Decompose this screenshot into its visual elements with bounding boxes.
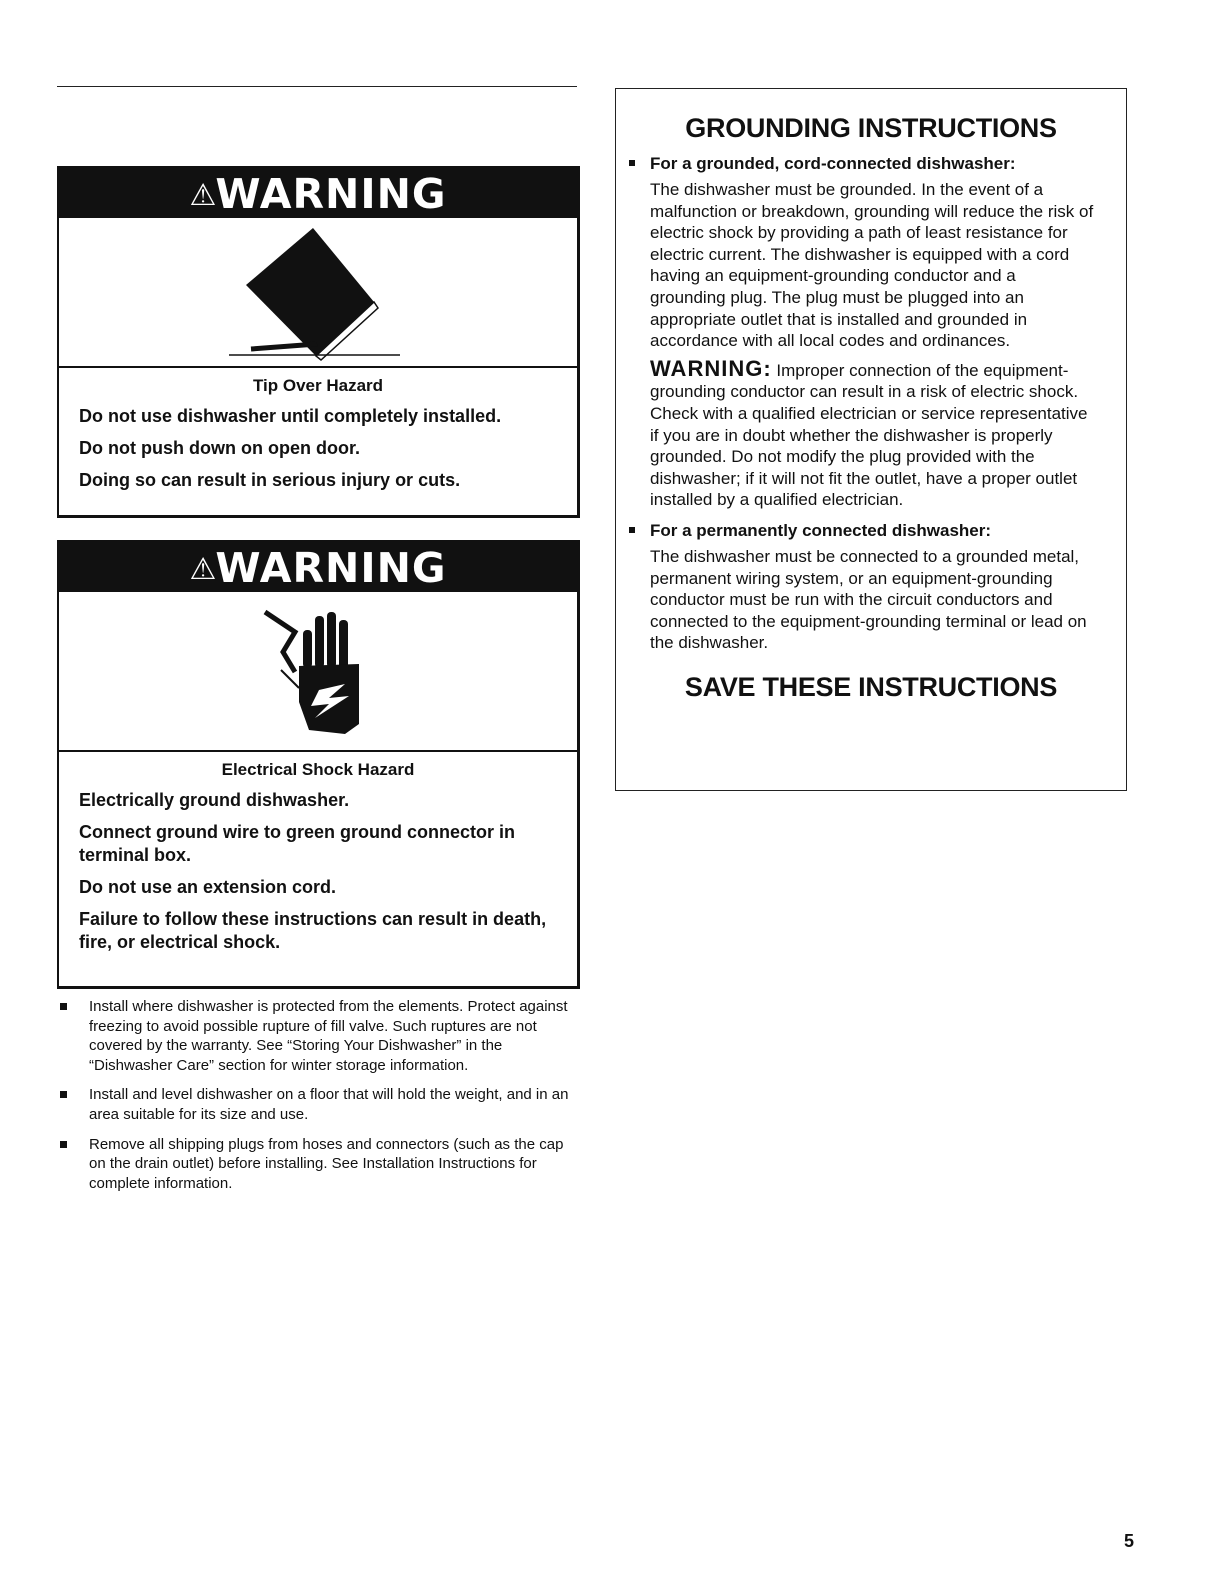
warning-header [59,542,577,592]
warning-line: Doing so can result in serious injury or cuts. [79,470,461,490]
warning-line: Do not push down on open door. [79,438,360,458]
warning-line: Do not use dishwasher until completely installed. [79,406,502,426]
save-instructions-title: SAVE THESE INSTRUCTIONS [684,671,1058,702]
warning-line: Do not use an extension cord. [79,877,337,897]
grounding-title: GROUNDING INSTRUCTIONS [685,113,1057,143]
warning-line: Connect ground wire to green ground connector in terminal box. [79,822,515,865]
warning-header-label: WARNING [215,170,447,218]
tip-over-illustration [59,218,577,368]
tip-over-warning-box [57,166,580,518]
tip-over-dishwasher-icon [59,218,573,366]
list-item: Install where dishwasher is protected from the elements. Protect against freezing to avoid possible rupture of fill valve. Such ruptures are not covered by the warranty. See “Storing Your Dishwasher” in the “Dishwasher Care” section for winter storage information. [60,997,580,1075]
warning-line: Failure to follow these instructions can result in death, fire, or electrical shock. [79,909,547,952]
warning-text: Improper connection of the equipment-grounding conductor can result in a risk of electric shock. Check with a qualified electrician or service representative if you are in doubt whether the dishwasher is properly grounded. Do not modify the plug provided with the dishwasher; if it will not fit the outlet, have a proper outlet installed by a qualified electrician. [650,360,1088,510]
corded-text: The dishwasher must be grounded. In the event of a malfunction or breakdown, grounding will reduce the risk of electric shock by providing a path of least resistance for electric current. The dishwasher is equipped with a cord having an equipment-grounding conductor and a grounding plug. The plug must be plugged into an appropriate outlet that is installed and grounded in accordance with all local codes and ordinances. [650,180,1094,351]
warning-triangle-icon: ⚠ [189,552,218,587]
top-rule [57,86,577,87]
grounding-instructions-box [615,88,1127,791]
list-item: Remove all shipping plugs from hoses and connectors (such as the cap on the drain outlet) before installing. See Installation Instructions for complete information. [60,1135,580,1194]
list-item: Install and level dishwasher on a floor that will hold the weight, and in an area suitable for its size and use. [60,1085,580,1124]
warning-label: WARNING: [650,355,772,381]
warning-header [59,168,577,218]
page-number: 5 [1124,1531,1135,1551]
hazard-title: Tip Over Hazard [252,376,384,395]
permanent-heading: For a permanently connected dishwasher: [650,521,1126,541]
corded-heading: For a grounded, cord-connected dishwasher: [650,154,1126,174]
hazard-title: Electrical Shock Hazard [221,760,415,779]
shock-illustration [59,592,577,752]
grounding-warning [650,355,1096,511]
warning-line: Electrically ground dishwasher. [79,790,350,810]
warning-header-label: WARNING [215,544,447,592]
permanent-text: The dishwasher must be connected to a grounded metal, permanent wiring system, or an equipment-grounding conductor must be run with the circuit conductors and connected to the equipment-grounding terminal or lead on the dishwasher. [650,546,1087,653]
electrical-shock-warning-box [57,540,580,989]
install-bullet-list [60,997,580,1203]
electric-shock-hand-icon [59,592,573,750]
warning-triangle-icon: ⚠ [189,178,218,213]
